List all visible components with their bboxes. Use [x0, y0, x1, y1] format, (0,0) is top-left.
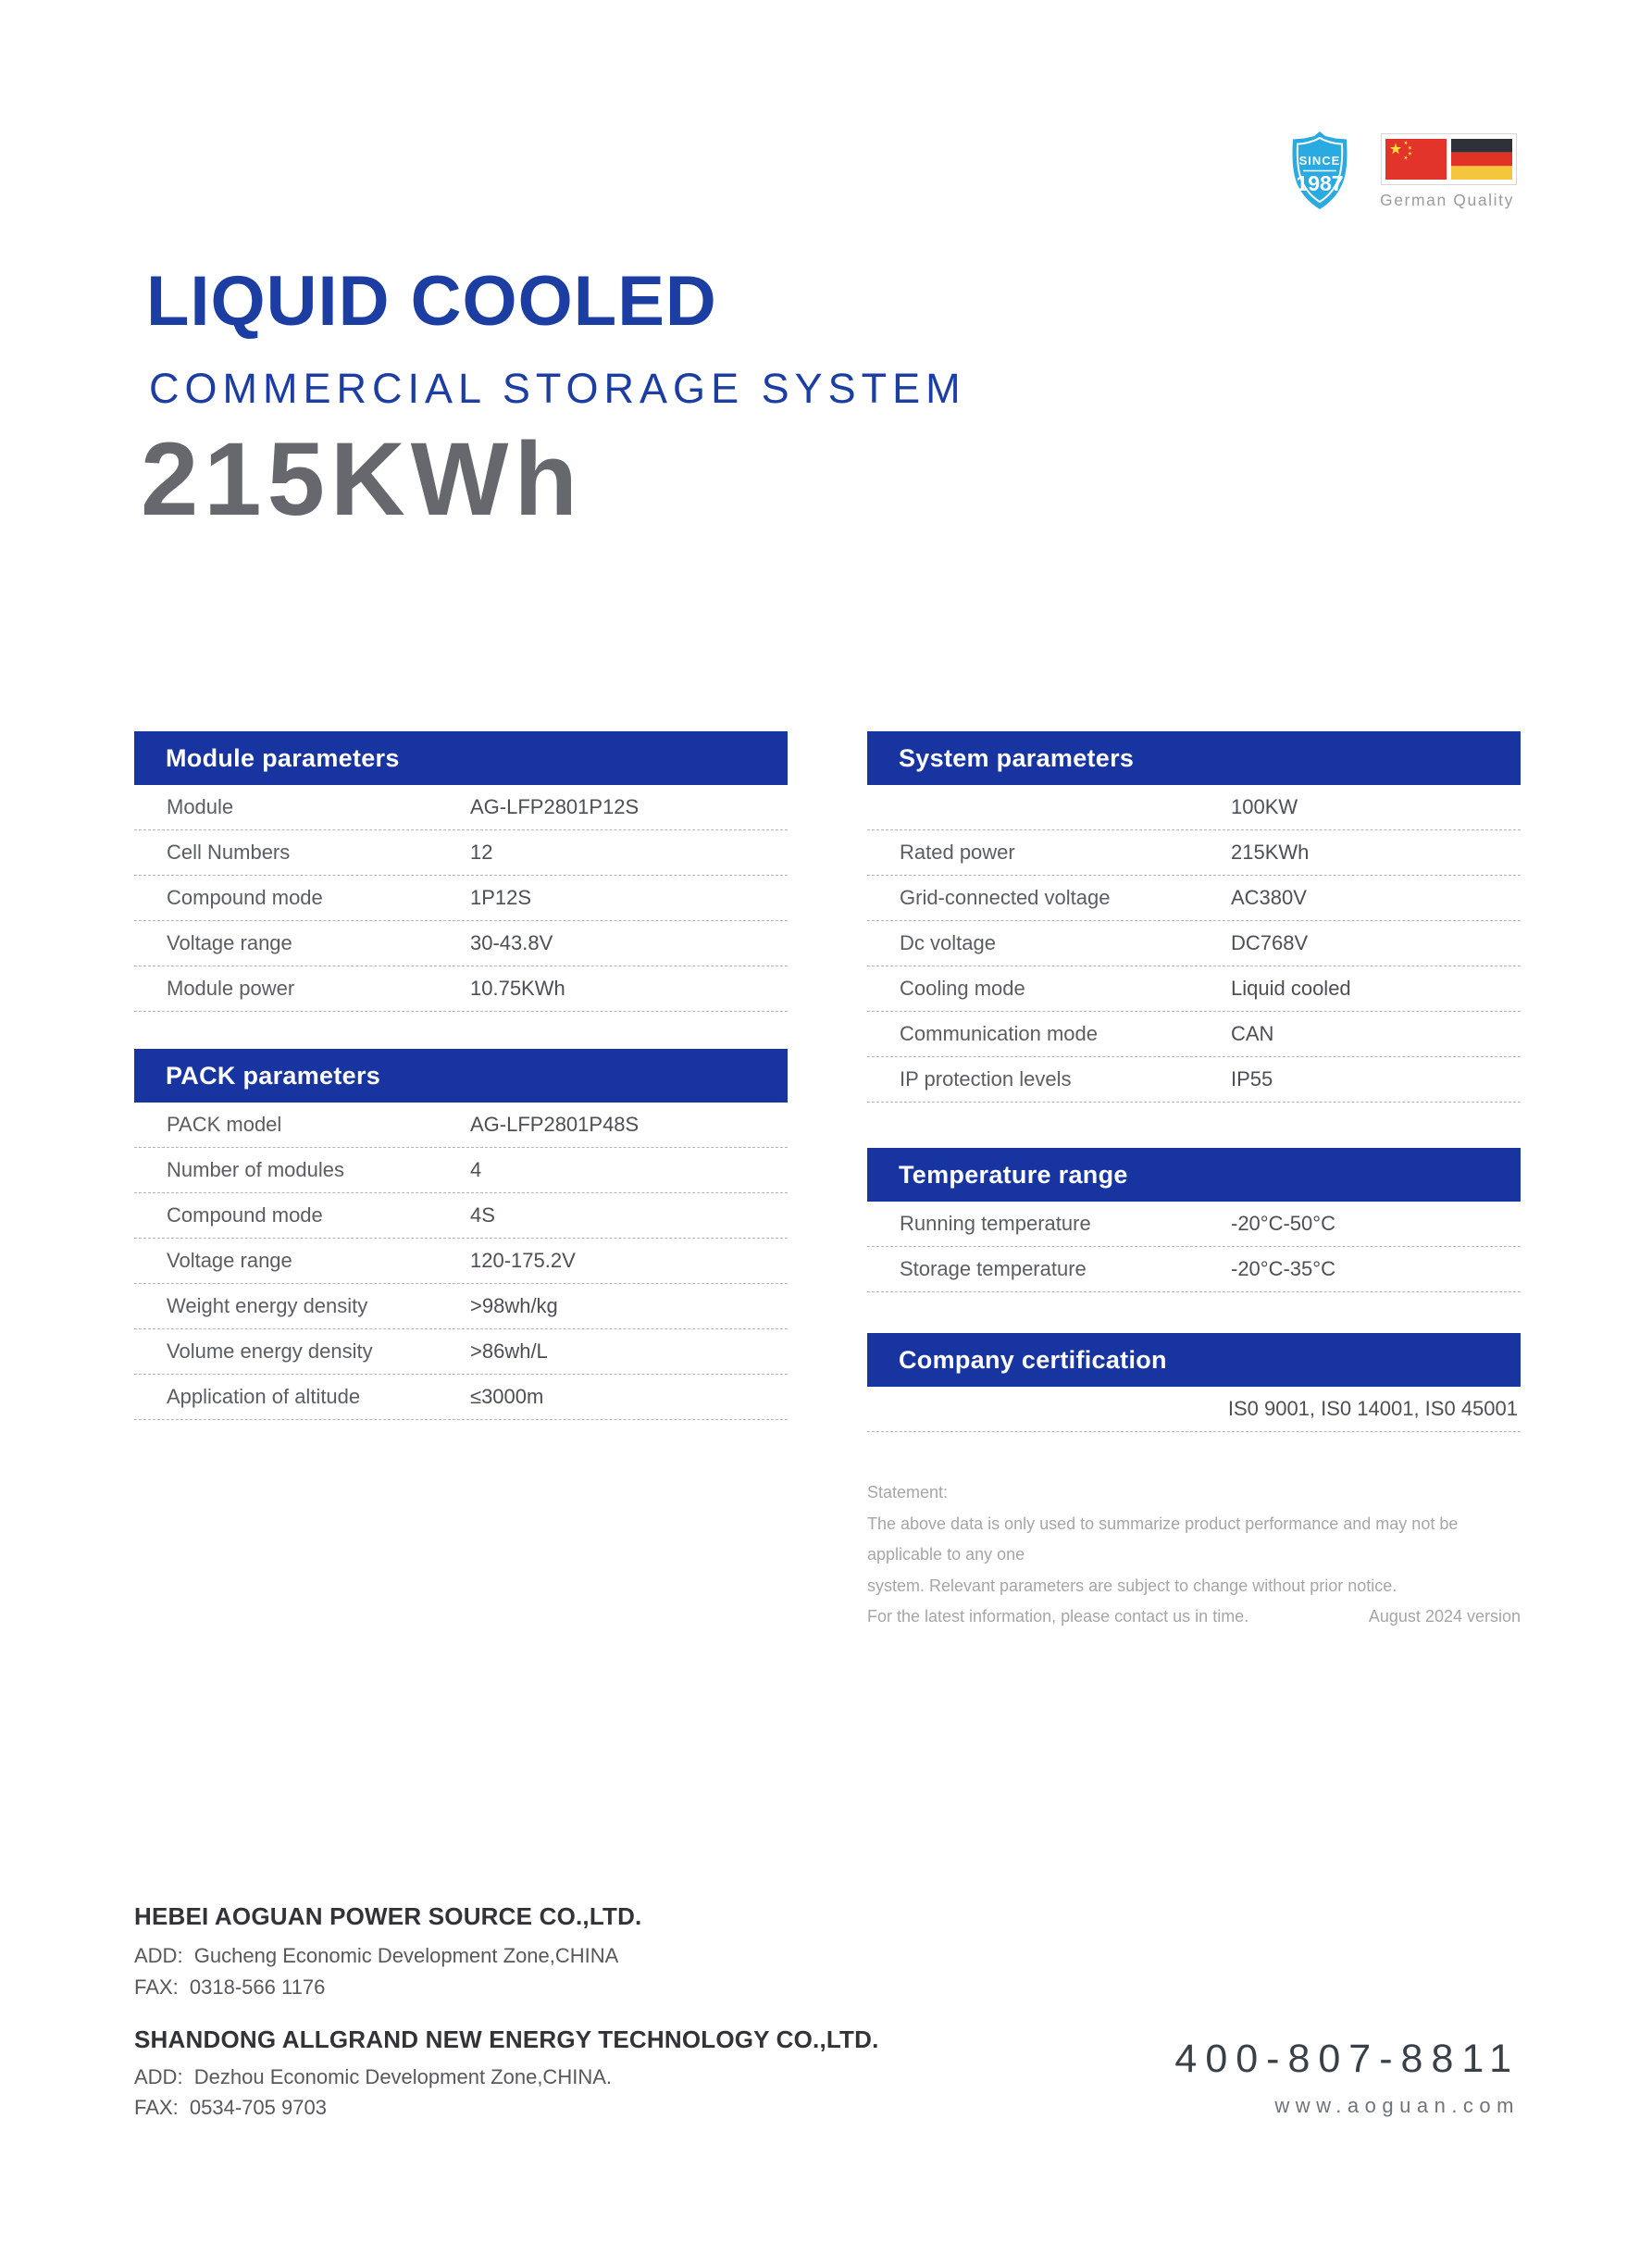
row-value: >86wh/L [470, 1340, 548, 1363]
table-title: PACK parameters [166, 1061, 381, 1090]
table-title: Module parameters [166, 743, 400, 772]
row-value: 4 [470, 1158, 482, 1181]
since-1987-shield-icon [1289, 131, 1350, 210]
table-row [134, 966, 788, 1012]
company-address: ADD: Dezhou Economic Development Zone,CHINA. [134, 2065, 612, 2088]
table-row [134, 1193, 788, 1239]
table-row [867, 1202, 1521, 1247]
table-row [867, 1387, 1521, 1432]
table-row [867, 1057, 1521, 1103]
german-quality-label: German Quality [1380, 191, 1514, 209]
website-url: www.aoguan.com [1274, 2094, 1520, 2117]
row-value: >98wh/kg [470, 1294, 558, 1317]
row-value: 12 [470, 841, 493, 864]
table-row [134, 785, 788, 830]
system-parameters-table [867, 731, 1521, 1103]
table-title: System parameters [899, 743, 1135, 772]
row-value: 10.75KWh [470, 977, 565, 1000]
row-value: 120-175.2V [470, 1249, 576, 1272]
row-label: Voltage range [167, 1249, 292, 1272]
table-row [867, 876, 1521, 921]
table-title-bar [867, 1333, 1521, 1387]
table-row [134, 830, 788, 876]
statement-line: system. Relevant parameters are subject to change without prior notice. [867, 1576, 1397, 1595]
product-subtitle: COMMERCIAL STORAGE SYSTEM [149, 365, 966, 412]
row-value: DC768V [1231, 931, 1309, 954]
table-row [867, 1012, 1521, 1057]
statement [867, 1477, 1521, 1633]
product-title: LIQUID COOLED [146, 262, 717, 341]
row-label: IP protection levels [900, 1067, 1072, 1090]
row-label: Compound mode [167, 1203, 323, 1227]
statement-version: August 2024 version [1368, 1607, 1521, 1626]
row-value: AC380V [1231, 886, 1307, 909]
table-row [134, 1375, 788, 1420]
row-label: Running temperature [900, 1212, 1091, 1235]
table-row [867, 921, 1521, 966]
table-row [134, 921, 788, 966]
germany-flag-icon [1451, 139, 1512, 180]
flags-badge [1381, 133, 1517, 185]
china-flag-icon [1385, 139, 1447, 180]
row-label: Volume energy density [167, 1340, 373, 1363]
table-row [134, 876, 788, 921]
row-value: 100KW [1231, 795, 1298, 818]
row-label: Cooling mode [900, 977, 1025, 1000]
since-year: 1987 [1296, 171, 1344, 195]
row-value: AG-LFP2801P12S [470, 795, 640, 818]
row-value: AG-LFP2801P48S [470, 1113, 640, 1136]
company-address: ADD: Gucheng Economic Development Zone,CHINA [134, 1944, 619, 1967]
row-label: Cell Numbers [167, 841, 291, 864]
row-label: Number of modules [167, 1158, 344, 1181]
table-title: Temperature range [899, 1160, 1128, 1189]
table-title: Company certification [899, 1345, 1167, 1374]
row-value: -20°C-35°C [1231, 1257, 1335, 1280]
statement-line: For the latest information, please contact us in time. August 2024 version [867, 1601, 1521, 1633]
table-row [134, 1103, 788, 1148]
table-row [134, 1329, 788, 1375]
company-fax: FAX: 0534-705 9703 [134, 2096, 327, 2119]
statement-heading: Statement: [867, 1483, 949, 1502]
row-label: Communication mode [900, 1022, 1098, 1045]
statement-line: The above data is only used to summarize product performance and may not be applicable to any one [867, 1514, 1459, 1564]
row-value: 30-43.8V [470, 931, 553, 954]
table-title-bar [867, 1148, 1521, 1202]
row-value: -20°C-50°C [1231, 1212, 1335, 1235]
table-title-bar [134, 731, 788, 785]
row-value: IP55 [1231, 1067, 1273, 1090]
company-fax: FAX: 0318-566 1176 [134, 1975, 326, 1999]
certification-value: IS0 9001, IS0 14001, IS0 45001 [1227, 1397, 1518, 1420]
row-label: Voltage range [167, 931, 292, 954]
company-name: SHANDONG ALLGRAND NEW ENERGY TECHNOLOGY CO.,LTD. [134, 2025, 879, 2053]
company-name: HEBEI AOGUAN POWER SOURCE CO.,LTD. [134, 1902, 642, 1930]
row-label: Grid-connected voltage [900, 886, 1111, 909]
row-label: Application of altitude [167, 1385, 361, 1408]
row-label: Rated power [900, 841, 1015, 864]
row-value: 4S [470, 1203, 495, 1227]
row-value: CAN [1231, 1022, 1274, 1045]
row-label: Weight energy density [167, 1294, 368, 1317]
table-row [867, 785, 1521, 830]
row-value: ≤3000m [470, 1385, 544, 1408]
row-label: Module power [167, 977, 295, 1000]
table-row [867, 830, 1521, 876]
pack-parameters-table [134, 1049, 788, 1420]
since-label: SINCE [1298, 154, 1341, 168]
table-row [134, 1284, 788, 1329]
phone-number: 400-807-8811 [1174, 2037, 1520, 2081]
row-label: PACK model [167, 1113, 282, 1136]
table-title-bar [134, 1049, 788, 1103]
table-title-bar [867, 731, 1521, 785]
row-label: Compound mode [167, 886, 323, 909]
row-value: Liquid cooled [1231, 977, 1351, 1000]
table-row [867, 1247, 1521, 1292]
row-value: 215KWh [1231, 841, 1310, 864]
temperature-range-table [867, 1148, 1521, 1292]
table-row [134, 1239, 788, 1284]
table-row [867, 966, 1521, 1012]
module-parameters-table [134, 731, 788, 1012]
row-label: Storage temperature [900, 1257, 1087, 1280]
row-label: Dc voltage [900, 931, 996, 954]
row-label: Module [167, 795, 234, 818]
row-value: 1P12S [470, 886, 532, 909]
company-certification-table [867, 1333, 1521, 1432]
table-row [134, 1148, 788, 1193]
product-capacity: 215KWh [141, 421, 583, 537]
